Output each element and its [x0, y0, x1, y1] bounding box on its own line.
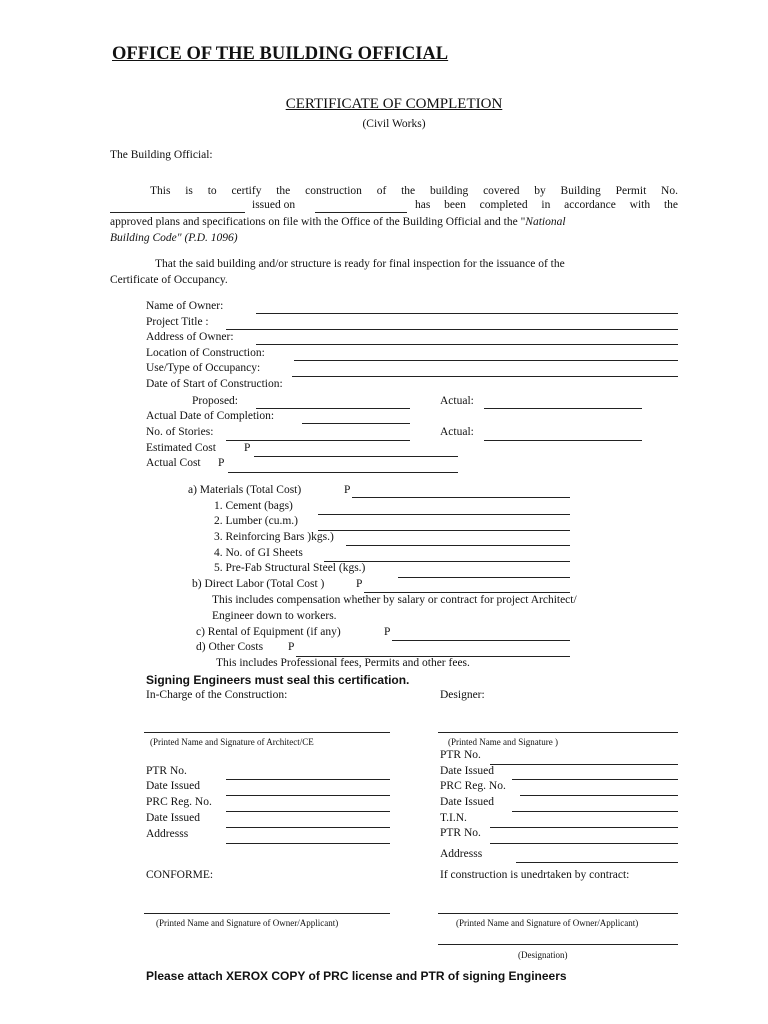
- materials-line[interactable]: [352, 497, 570, 498]
- project-title-line[interactable]: [226, 329, 678, 330]
- location-line[interactable]: [294, 360, 678, 361]
- contract-signature-line[interactable]: [438, 913, 678, 914]
- direct-labor-line[interactable]: [364, 592, 570, 593]
- lumber-label: 2. Lumber (cu.m.): [214, 515, 298, 527]
- date-start-label: Date of Start of Construction:: [146, 378, 283, 390]
- left-date-issued2-line[interactable]: [226, 827, 390, 828]
- other-costs-note: This includes Professional fees, Permits and other fees.: [216, 657, 470, 669]
- certificate-title: CERTIFICATE OF COMPLETION: [285, 96, 503, 112]
- actual-cost-line[interactable]: [228, 472, 458, 473]
- cement-label: 1. Cement (bags): [214, 500, 293, 512]
- issued-on-label: issued on: [252, 199, 296, 211]
- paragraph-certify-line4: [110, 232, 238, 244]
- actual-completion-line[interactable]: [302, 423, 410, 424]
- estimated-cost-line[interactable]: [254, 456, 458, 457]
- stories-line[interactable]: [226, 440, 410, 441]
- rental-label: c) Rental of Equipment (if any): [196, 626, 341, 638]
- conforme-label: CONFORME:: [146, 869, 214, 881]
- materials-label: a) Materials (Total Cost): [188, 484, 302, 496]
- left-ptr-line[interactable]: [226, 779, 390, 780]
- prefab-line[interactable]: [398, 577, 570, 578]
- direct-labor-peso-sign: P: [356, 578, 363, 590]
- right-date-issued1-line[interactable]: [512, 779, 678, 780]
- left-date-issued1-line[interactable]: [226, 795, 390, 796]
- proposed-line[interactable]: [256, 408, 410, 409]
- footer-notice: Please attach XEROX COPY of PRC license and PTR of signing Engineers: [146, 969, 567, 983]
- building-code-text: Building Code" (P.D. 1096): [110, 232, 238, 244]
- use-type-line[interactable]: [292, 376, 678, 377]
- paragraph-ready-line2: Certificate of Occupancy.: [110, 274, 228, 286]
- right-ptr1-line[interactable]: [490, 764, 678, 765]
- paragraph-certify-line1: This is to certify the construction of the building covered by Building Permit No.: [150, 185, 678, 197]
- right-tin-line[interactable]: [490, 827, 678, 828]
- architect-signature-caption: (Printed Name and Signature of Architect/CE: [150, 737, 314, 747]
- office-title: OFFICE OF THE BUILDING OFFICIAL: [112, 44, 449, 64]
- conforme-signature-line[interactable]: [144, 913, 390, 914]
- right-tin-label: T.I.N.: [440, 812, 467, 824]
- issued-date-line[interactable]: [315, 212, 407, 213]
- gi-sheets-label: 4. No. of GI Sheets: [214, 547, 303, 559]
- paragraph-ready-line1: That the said building and/or structure is ready for final inspection for the issuance of the: [155, 258, 565, 270]
- right-date-issued1-label: Date Issued: [440, 765, 494, 777]
- left-address-label: Addresss: [146, 828, 189, 840]
- materials-peso-sign: P: [344, 484, 351, 496]
- right-date-issued2-line[interactable]: [512, 811, 678, 812]
- conforme-caption: (Printed Name and Signature of Owner/Applicant): [156, 918, 339, 928]
- designer-heading: Designer:: [440, 689, 485, 701]
- rebar-line[interactable]: [346, 545, 570, 546]
- left-date-issued2-label: Date Issued: [146, 812, 200, 824]
- paragraph-certify-line3-text: approved plans and specifications on file with the Office of the Building Official and the ": [110, 216, 526, 228]
- proposed-label: Proposed:: [192, 395, 238, 407]
- right-ptr2-line[interactable]: [490, 843, 678, 844]
- certificate-subtitle: (Civil Works): [362, 118, 426, 130]
- designer-signature-caption: (Printed Name and Signature ): [448, 737, 558, 747]
- right-prc-label: PRC Reg. No.: [440, 780, 506, 792]
- use-type-label: Use/Type of Occupancy:: [146, 362, 261, 374]
- architect-signature-line[interactable]: [144, 732, 390, 733]
- actual-start-line[interactable]: [484, 408, 642, 409]
- estimated-peso-sign: P: [244, 442, 251, 454]
- contract-label: If construction is unedrtaken by contract:: [440, 869, 630, 881]
- actual-stories-label: Actual:: [440, 426, 474, 438]
- right-prc-line[interactable]: [520, 795, 678, 796]
- actual-label: Actual:: [440, 395, 474, 407]
- right-address-label: Addresss: [440, 848, 483, 860]
- left-prc-line[interactable]: [226, 811, 390, 812]
- paragraph-certify-line3: [110, 216, 566, 228]
- designer-signature-line[interactable]: [438, 732, 678, 733]
- signing-notice: Signing Engineers must seal this certification.: [146, 673, 410, 687]
- designation-line[interactable]: [438, 944, 678, 945]
- actual-peso-sign: P: [218, 457, 225, 469]
- designation-caption: (Designation): [518, 950, 568, 960]
- owner-name-label: Name of Owner:: [146, 300, 224, 312]
- right-ptr1-label: PTR No.: [440, 749, 481, 761]
- project-title-label: Project Title :: [146, 316, 209, 328]
- location-label: Location of Construction:: [146, 347, 265, 359]
- owner-address-label: Address of Owner:: [146, 331, 234, 343]
- direct-labor-label: b) Direct Labor (Total Cost ): [192, 578, 325, 590]
- owner-name-line[interactable]: [256, 313, 678, 314]
- rental-peso-sign: P: [384, 626, 391, 638]
- salutation: The Building Official:: [110, 149, 213, 161]
- actual-completion-label: Actual Date of Completion:: [146, 410, 275, 422]
- lumber-line[interactable]: [318, 530, 570, 531]
- stories-label: No. of Stories:: [146, 426, 214, 438]
- left-ptr-label: PTR No.: [146, 765, 187, 777]
- other-costs-peso-sign: P: [288, 641, 295, 653]
- prefab-label: 5. Pre-Fab Structural Steel (kgs.): [214, 562, 366, 574]
- right-date-issued2-label: Date Issued: [440, 796, 494, 808]
- cement-line[interactable]: [318, 514, 570, 515]
- right-address-line[interactable]: [516, 862, 678, 863]
- national-text: National: [525, 216, 566, 228]
- direct-labor-note1: This includes compensation whether by salary or contract for project Architect/: [212, 594, 577, 606]
- estimated-cost-label: Estimated Cost: [146, 442, 216, 454]
- in-charge-heading: In-Charge of the Construction:: [146, 689, 288, 701]
- contract-caption: (Printed Name and Signature of Owner/Applicant): [456, 918, 639, 928]
- right-ptr2-label: PTR No.: [440, 827, 481, 839]
- paragraph-certify: [110, 183, 678, 199]
- actual-cost-label: Actual Cost: [146, 457, 201, 469]
- left-prc-label: PRC Reg. No.: [146, 796, 212, 808]
- left-address-line[interactable]: [226, 843, 390, 844]
- direct-labor-note2: Engineer down to workers.: [212, 610, 337, 622]
- left-date-issued1-label: Date Issued: [146, 780, 200, 792]
- rental-line[interactable]: [392, 640, 570, 641]
- owner-address-line[interactable]: [256, 344, 678, 345]
- completed-text: has been completed in accordance with the: [415, 199, 678, 211]
- other-costs-label: d) Other Costs: [196, 641, 264, 653]
- rebar-label: 3. Reinforcing Bars )kgs.): [214, 531, 334, 543]
- actual-stories-line[interactable]: [484, 440, 642, 441]
- permit-number-line[interactable]: [110, 212, 245, 213]
